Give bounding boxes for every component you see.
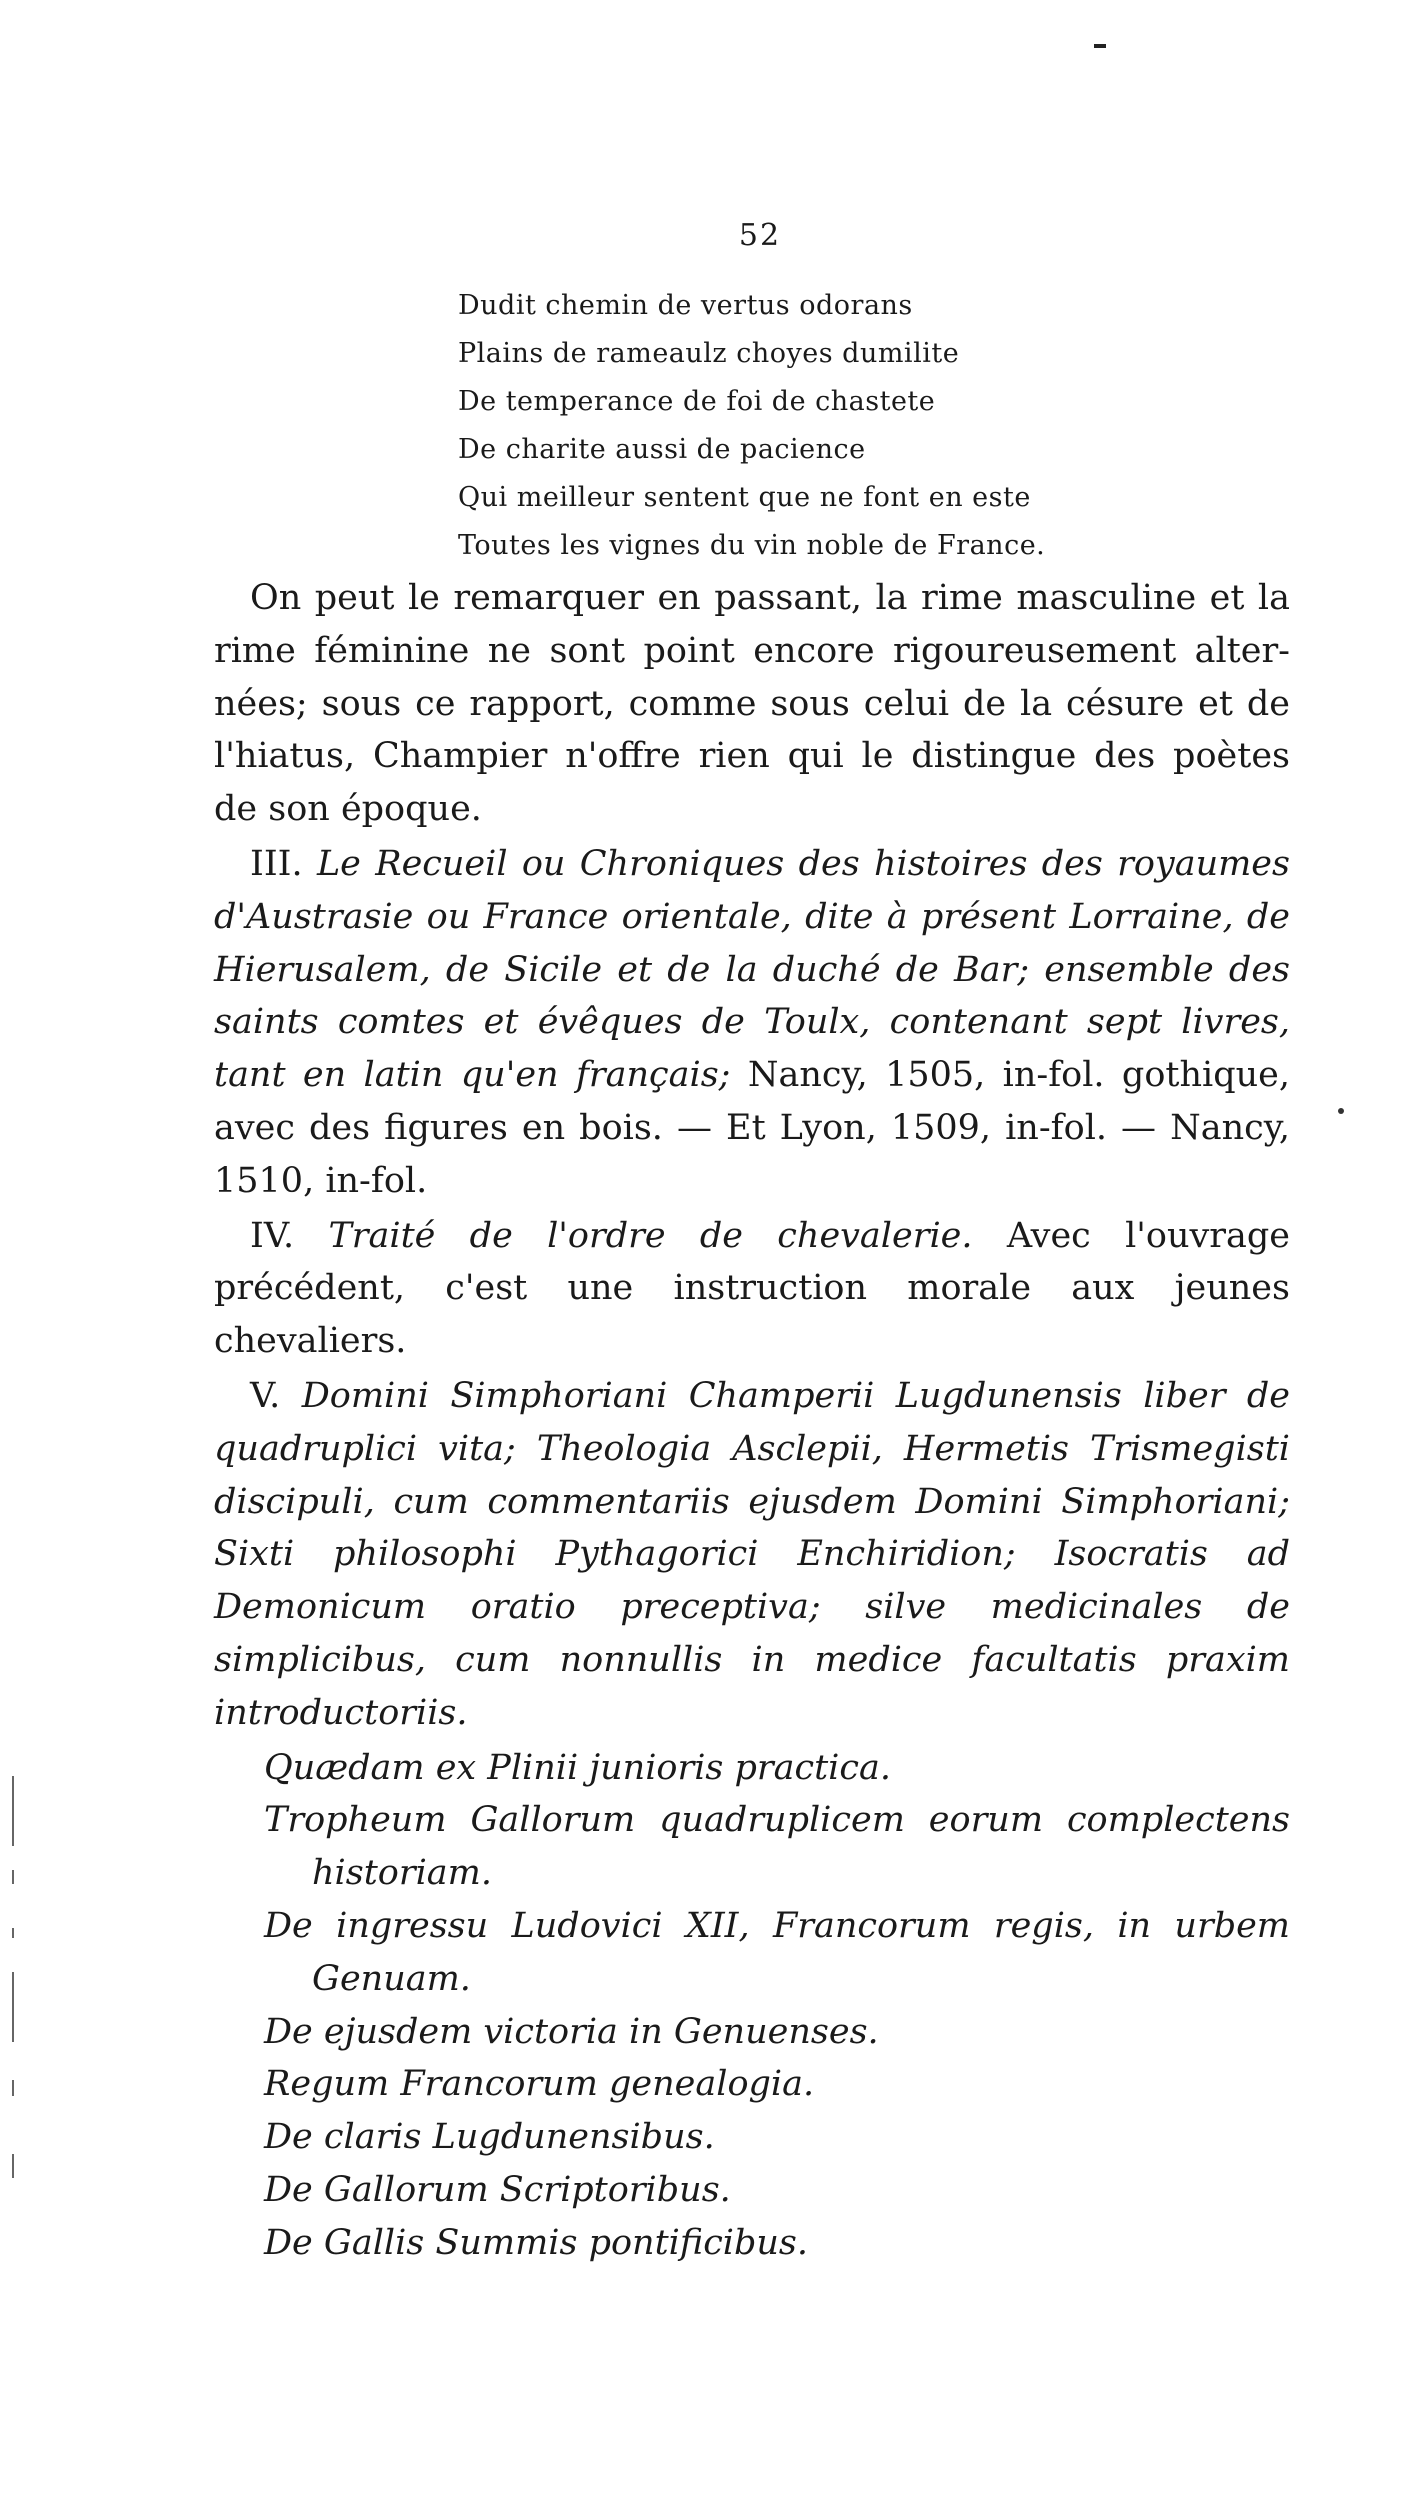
scan-mark-top [1094,44,1106,48]
verse-line: Toutes les vignes du vin noble de France. [458,530,1046,561]
verse-line: Dudit chemin de vertus odorans [458,290,913,321]
work-numeral: V. [250,1375,281,1416]
verse-line: Plains de rameaulz choyes dumilite [458,338,960,369]
sub-title: De ejusdem victoria in Genuenses. [264,2011,879,2052]
sub-title: De ingressu Ludovici XII, Francorum regis, in urbem Genuam. [264,1905,1290,1999]
work-numeral: III. [250,843,303,884]
scan-mark-left [12,1972,14,2042]
work-entry-iv [214,1210,1290,1368]
sub-title: De Gallorum Scriptoribus. [264,2169,731,2210]
scan-mark-left [12,1928,14,1938]
work-title: Le Recueil ou Chroniques des histoires des royaumes d'Austrasie ou France orientale, dite à présent Lorraine, de Hierusalem, de Sicile et de la duché de Bar; ensemble des saints comtes et évêques de Toulx, contenant sept livres, tant en latin qu'en français; [214,843,1290,1096]
work-entry-iii [214,838,1290,1208]
paragraph-remark: On peut le remarquer en passant, la rime masculine et la rime féminine ne sont point encore rigoureusement alter-nées; sous ce rapport, comme sous celui de la césure et de l'hiatus, Champier n'offre rien qui le distingue des poètes de son époque. [214,578,1290,830]
verse-line: De temperance de foi de chastete [458,386,936,417]
verse-quotation [458,282,1098,570]
scan-speck [1338,1108,1344,1114]
work-numeral: IV. [250,1215,295,1256]
work-entry-v [214,1370,1290,1740]
scan-mark-left [12,1776,14,1846]
scan-mark-left [12,2080,14,2096]
sub-title: Regum Francorum genealogia. [264,2064,815,2105]
body-text [214,572,1290,2270]
work-details: Avec l'ouvrage précédent, c'est une instruction morale aux jeunes chevaliers. [214,1215,1290,1362]
page-number: 52 [738,218,782,253]
sub-title: De Gallis Summis pontificibus. [264,2222,809,2263]
verse-line: De charite aussi de pacience [458,434,866,465]
scan-mark-left [12,1870,14,1884]
sub-title: Tropheum Gallorum quadruplicem eorum complectens historiam. [264,1800,1290,1894]
scan-mark-left [12,2154,14,2178]
sub-title: De claris Lugdunensibus. [264,2117,715,2158]
sub-title: Quædam ex Plinii junioris practica. [264,1747,891,1788]
work-title: Domini Simphoriani Champerii Lugdunensis liber de quadruplici vita; Theologia Asclepii, Hermetis Trismegisti discipuli, cum commentariis ejusdem Domini Simphoriani; Sixti philosophi Pythagorici Enchiridion; Isocratis ad Demonicum oratio preceptiva; silve medicinales de simplicibus, cum nonnullis in medice facultatis praxim introductoriis. [214,1375,1290,1733]
work-details: Nancy, 1505, in-fol. gothique, avec des figures en bois. — Et Lyon, 1509, in-fol. — Nancy, 1510, in-fol. [214,1055,1290,1201]
work-title: Traité de l'ordre de chevalerie. [328,1215,973,1256]
verse-line: Qui meilleur sentent que ne font en este [458,482,1031,513]
sub-title-list [214,1742,1290,2270]
